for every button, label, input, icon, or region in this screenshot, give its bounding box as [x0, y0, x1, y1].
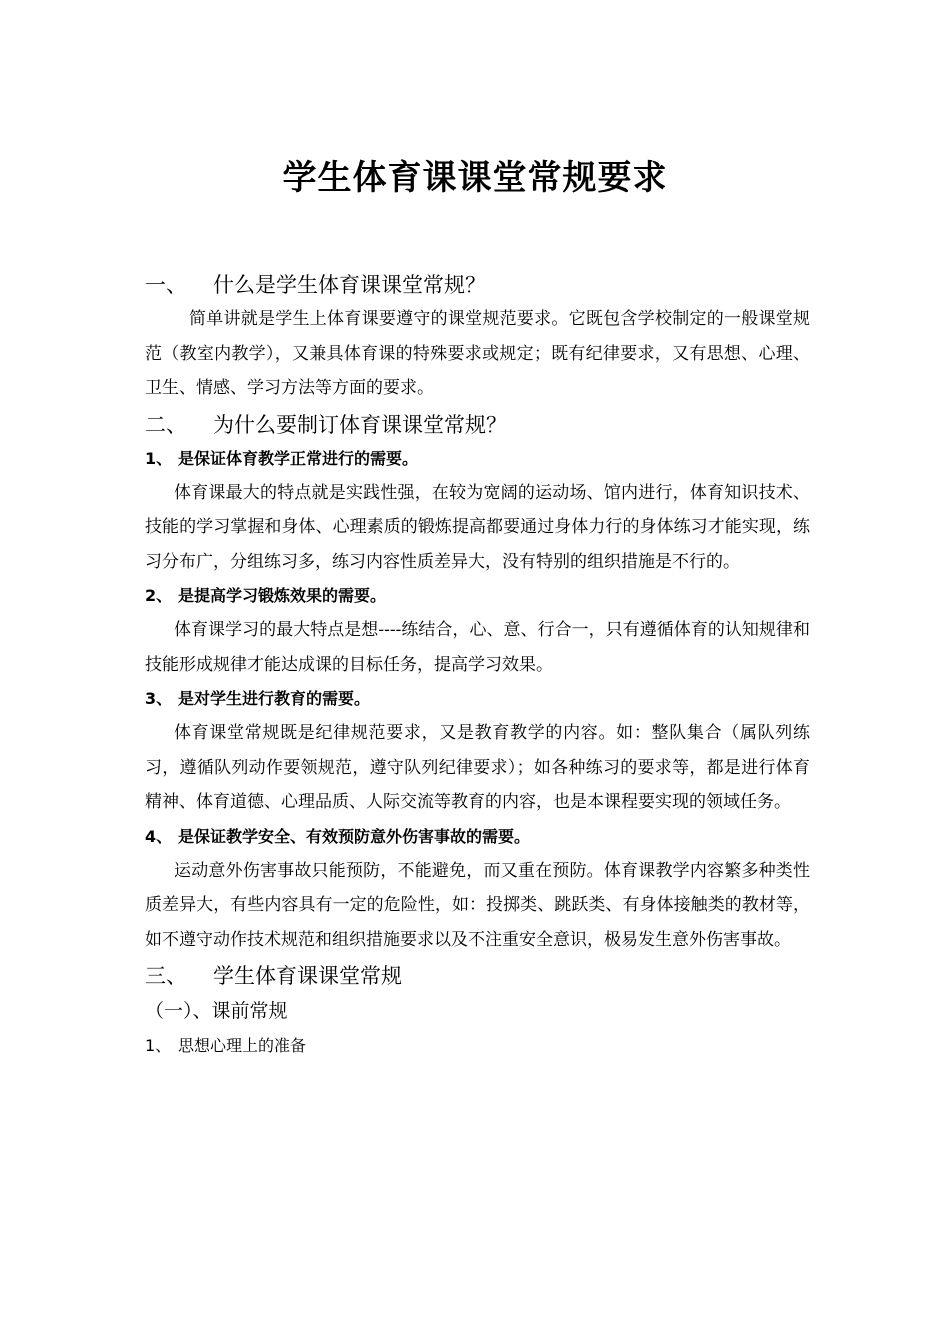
- item-1-number: 1、: [145, 448, 173, 468]
- section-2-item-2-paragraph: 体育课学习的最大特点是想----练结合，心、意、行合一，只有遵循体育的认知规律和技能形成规律才能达成课的目标任务，提高学习效果。: [145, 620, 810, 675]
- item-2-number: 2、: [145, 586, 173, 605]
- section-1-heading: [145, 268, 810, 302]
- section-2-item-3-paragraph: 体育课堂常规既是纪律规范要求，又是教育教学的内容。如：整队集合（属队列练习，遵循队列动作要领规范，遵守队列纪律要求）；如各种练习的要求等，都是进行体育精神、体育道德、心理品质、人际交流等教育的内容，也是本课程要实现的领域任务。: [145, 723, 810, 812]
- section-2-item-4-heading: [145, 820, 810, 854]
- item-4-title: 是保证教学安全、有效预防意外伤害事故的需要。: [178, 826, 531, 846]
- section-2-item-1-heading: [145, 442, 810, 476]
- section-1-number: 一、: [145, 273, 187, 297]
- item-1-title: 是保证体育教学正常进行的需要。: [178, 448, 419, 468]
- section-3-title: 学生体育课课堂常规: [213, 964, 402, 988]
- section-3-subheading: （一）、课前常规: [145, 1000, 288, 1022]
- item-3-title: 是对学生进行教育的需要。: [178, 689, 371, 708]
- item-4-number: 4、: [145, 826, 173, 846]
- section-1-paragraph: 简单讲就是学生上体育课要遵守的课堂规范要求。它既包含学校制定的一般课堂规范（教室内教学），又兼具体育课的特殊要求或规定；既有纪律要求，又有思想、心理、卫生、情感、学习方法等方面的要求。: [145, 309, 810, 398]
- section-3-item-1-number: 1、: [145, 1036, 172, 1055]
- section-2-item-3-heading: [145, 682, 810, 716]
- section-3-number: 三、: [145, 964, 187, 988]
- item-2-title: 是提高学习锻炼效果的需要。: [178, 586, 387, 605]
- section-2-number: 二、: [145, 412, 187, 437]
- section-2-title: 为什么要制订体育课课堂常规？: [213, 412, 507, 437]
- section-2-heading: [145, 408, 810, 442]
- item-3-number: 3、: [145, 689, 173, 708]
- document-body: [145, 268, 810, 1063]
- section-2-item-2-heading: [145, 579, 810, 613]
- section-2-item-4-paragraph: 运动意外伤害事故只能预防，不能避免，而又重在预防。体育课教学内容繁多种类性质差异大，有些内容具有一定的危险性，如：投掷类、跳跃类、有身体接触类的教材等，如不遵守动作技术规范和组织措施要求以及不注重安全意识，极易发生意外伤害事故。: [145, 860, 810, 950]
- section-3-item-1-title: 思想心理上的准备: [178, 1036, 307, 1055]
- section-2-item-1-paragraph: 体育课最大的特点就是实践性强，在较为宽阔的运动场、馆内进行，体育知识技术、技能的学习掌握和身体、心理素质的锻炼提高都要通过身体力行的身体练习才能实现，练习分布广，分组练习多，练习内容性质差异大，没有特别的组织措施是不行的。: [145, 482, 810, 572]
- section-1-title: 什么是学生体育课课堂常规？: [213, 273, 486, 297]
- document-title: 学生体育课课堂常规要求: [282, 158, 668, 198]
- section-3-item-1-heading: [145, 1029, 810, 1063]
- section-3-heading: [145, 959, 810, 993]
